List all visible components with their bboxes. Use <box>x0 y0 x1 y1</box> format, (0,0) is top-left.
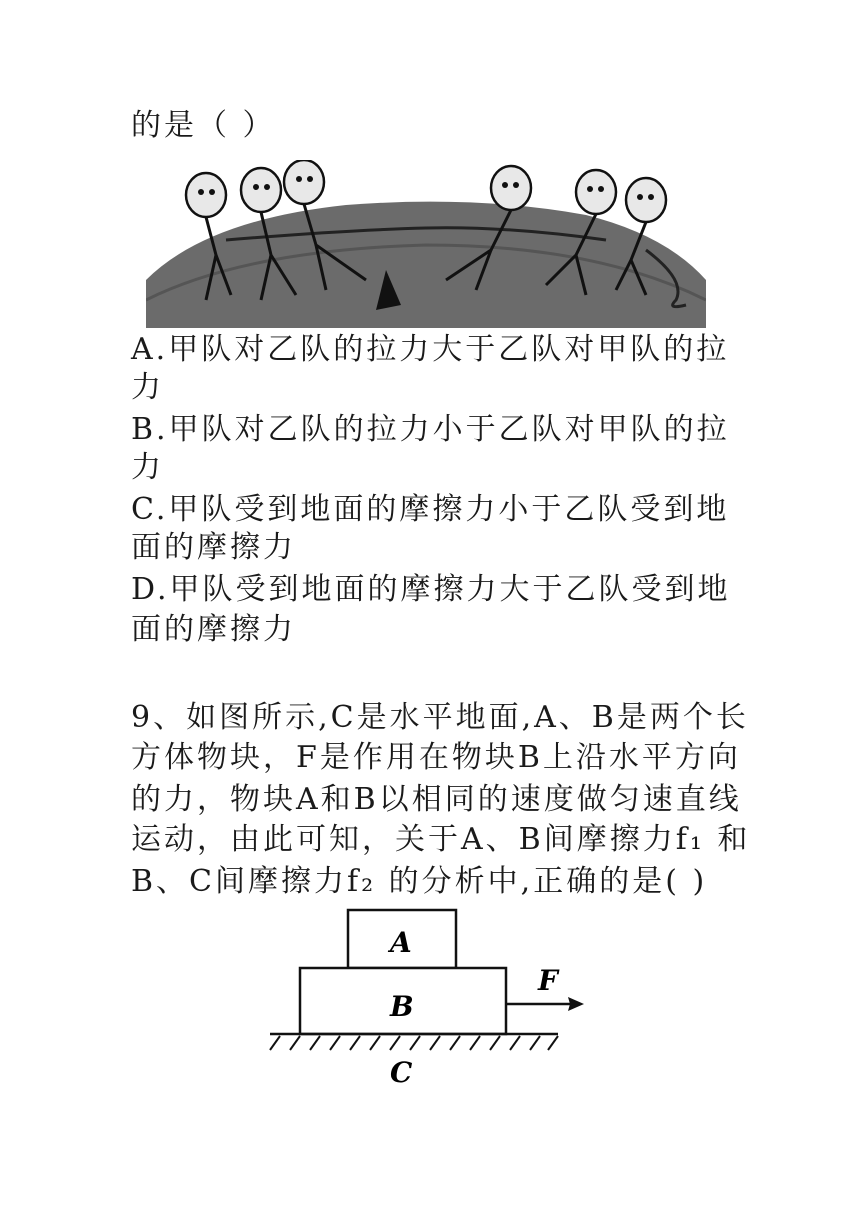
blocks-force-diagram <box>262 900 602 1100</box>
question-9-line5: B、C间摩擦力f₂ 的分析中,正确的是( ) <box>131 864 708 899</box>
question-9-line3: 的力，物块A和B以相同的速度做匀速直线 <box>131 782 742 817</box>
label-b: B <box>390 990 414 1023</box>
option-b-line2: 力 <box>131 450 164 485</box>
option-a-line2: 力 <box>131 370 164 405</box>
option-c-line2: 面的摩擦力 <box>131 530 296 565</box>
question-9-line4: 运动，由此可知，关于A、B间摩擦力f₁ 和 <box>131 822 751 857</box>
option-b-line1: B.甲队对乙队的拉力小于乙队对甲队的拉 <box>131 412 730 447</box>
option-d-line2: 面的摩擦力 <box>131 612 296 647</box>
label-f: F <box>538 964 558 997</box>
question-9-line2: 方体物块，F是作用在物块B上沿水平方向 <box>131 740 741 775</box>
option-a-line1: A.甲队对乙队的拉力大于乙队对甲队的拉 <box>131 332 730 367</box>
question-8-stem-tail: 的是（ ） <box>131 108 276 143</box>
question-9-line1: 9、如图所示,C是水平地面,A、B是两个长 <box>131 700 749 735</box>
force-arrow-head <box>568 997 584 1011</box>
option-c-line1: C.甲队受到地面的摩擦力小于乙队受到地 <box>131 492 730 527</box>
label-c: C <box>390 1056 413 1089</box>
tug-of-war-illustration <box>146 160 706 328</box>
ground-hatching <box>270 1036 558 1050</box>
label-a: A <box>390 926 412 959</box>
option-d-line1: D.甲队受到地面的摩擦力大于乙队受到地 <box>131 572 731 607</box>
